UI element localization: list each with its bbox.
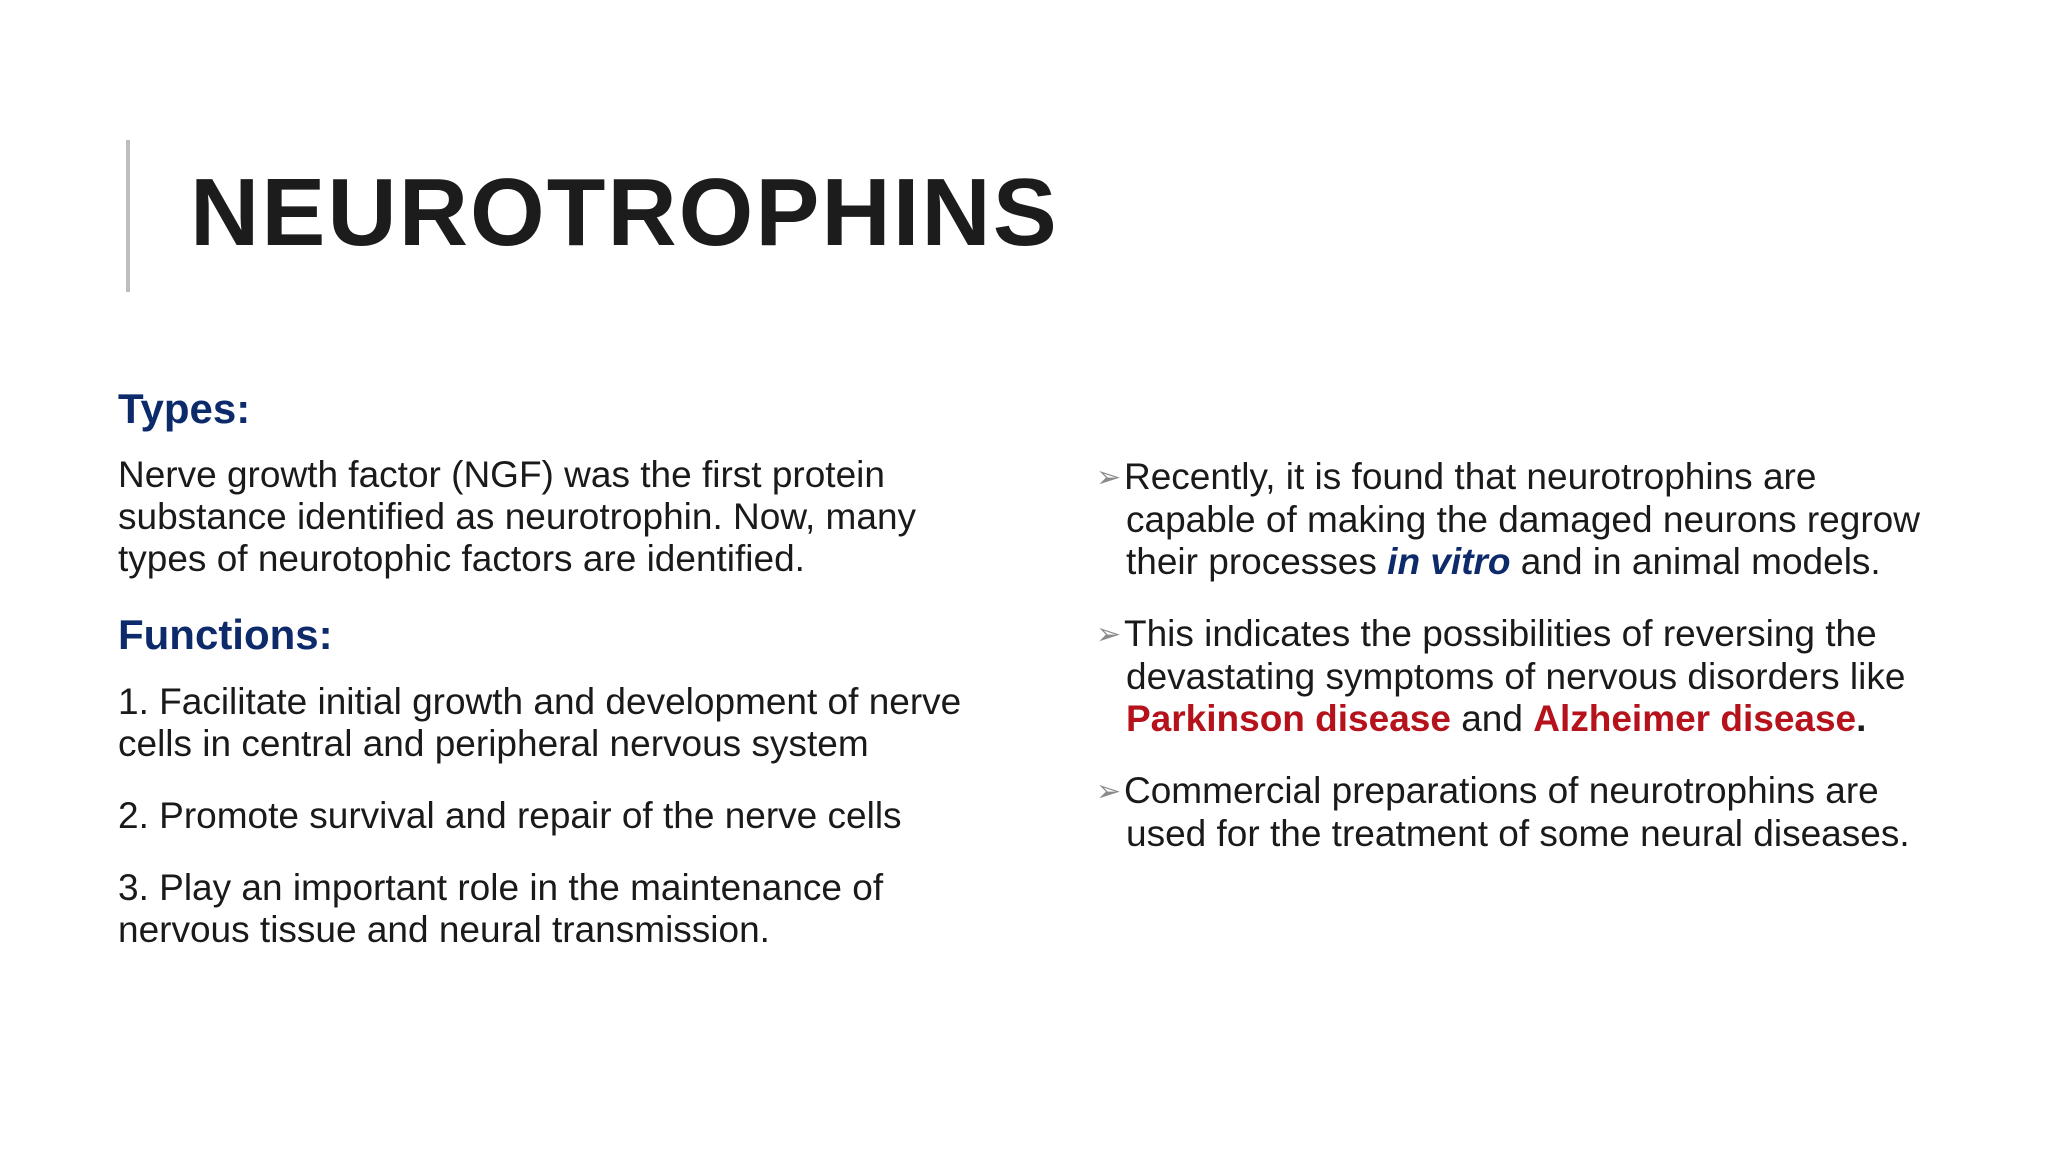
bullet-2-line-2: devastating symptoms of nervous disorders like xyxy=(1126,656,1906,697)
bullet-indicates xyxy=(1096,613,2010,740)
bullet-1-line-3 xyxy=(1110,541,1881,582)
left-column xyxy=(118,384,1038,981)
function-1-line-1: 1. Facilitate initial growth and development of nerve xyxy=(118,680,962,722)
bullet-3-line-2: used for the treatment of some neural diseases. xyxy=(1126,813,1910,854)
types-line-3: types of neurotophic factors are identified. xyxy=(118,538,805,580)
function-2-line-1: 2. Promote survival and repair of the nerve cells xyxy=(118,794,902,836)
function-1-line-2: cells in central and peripheral nervous system xyxy=(118,722,869,764)
bullet-3-line-1: Commercial preparations of neurotrophins are xyxy=(1124,770,1879,811)
function-item-2 xyxy=(118,795,1038,837)
arrow-bullet-icon: ➢ xyxy=(1096,775,1122,808)
types-heading: Types: xyxy=(118,385,251,432)
in-vitro-emphasis: in vitro xyxy=(1387,541,1511,582)
bullet-1-line-3-post: and in animal models. xyxy=(1510,541,1881,582)
bullet-2-line-3-end: . xyxy=(1856,698,1867,739)
function-3-line-2: nervous tissue and neural transmission. xyxy=(118,908,770,950)
function-3-line-1: 3. Play an important role in the maintenance of xyxy=(118,866,884,908)
bullet-commercial xyxy=(1096,770,2010,855)
alzheimer-disease-emphasis: Alzheimer disease xyxy=(1533,698,1857,739)
bullet-1-line-1: Recently, it is found that neurotrophins are xyxy=(1124,456,1817,497)
arrow-bullet-icon: ➢ xyxy=(1096,618,1122,651)
bullet-2-line-1: This indicates the possibilities of reversing the xyxy=(1124,613,1877,654)
arrow-bullet-icon: ➢ xyxy=(1096,461,1122,494)
types-line-2: substance identified as neurotrophin. Now, many xyxy=(118,496,917,538)
bullet-2-line-3-mid: and xyxy=(1450,698,1534,739)
bullet-2-line-3 xyxy=(1110,698,1866,739)
parkinson-disease-emphasis: Parkinson disease xyxy=(1126,698,1451,739)
types-paragraph xyxy=(118,454,1038,580)
function-item-3 xyxy=(118,867,1038,951)
functions-heading: Functions: xyxy=(118,611,333,659)
title-accent-rule xyxy=(126,140,130,292)
function-item-1 xyxy=(118,681,1038,765)
slide-title: NEUROTROPHINS xyxy=(190,159,1059,266)
types-line-1: Nerve growth factor (NGF) was the first protein xyxy=(118,454,885,496)
bullet-recently xyxy=(1096,456,2010,583)
bullet-1-line-2: capable of making the damaged neurons regrow xyxy=(1126,499,1920,540)
bullet-1-line-3-pre: their processes xyxy=(1126,541,1388,582)
right-column xyxy=(1096,456,2010,885)
